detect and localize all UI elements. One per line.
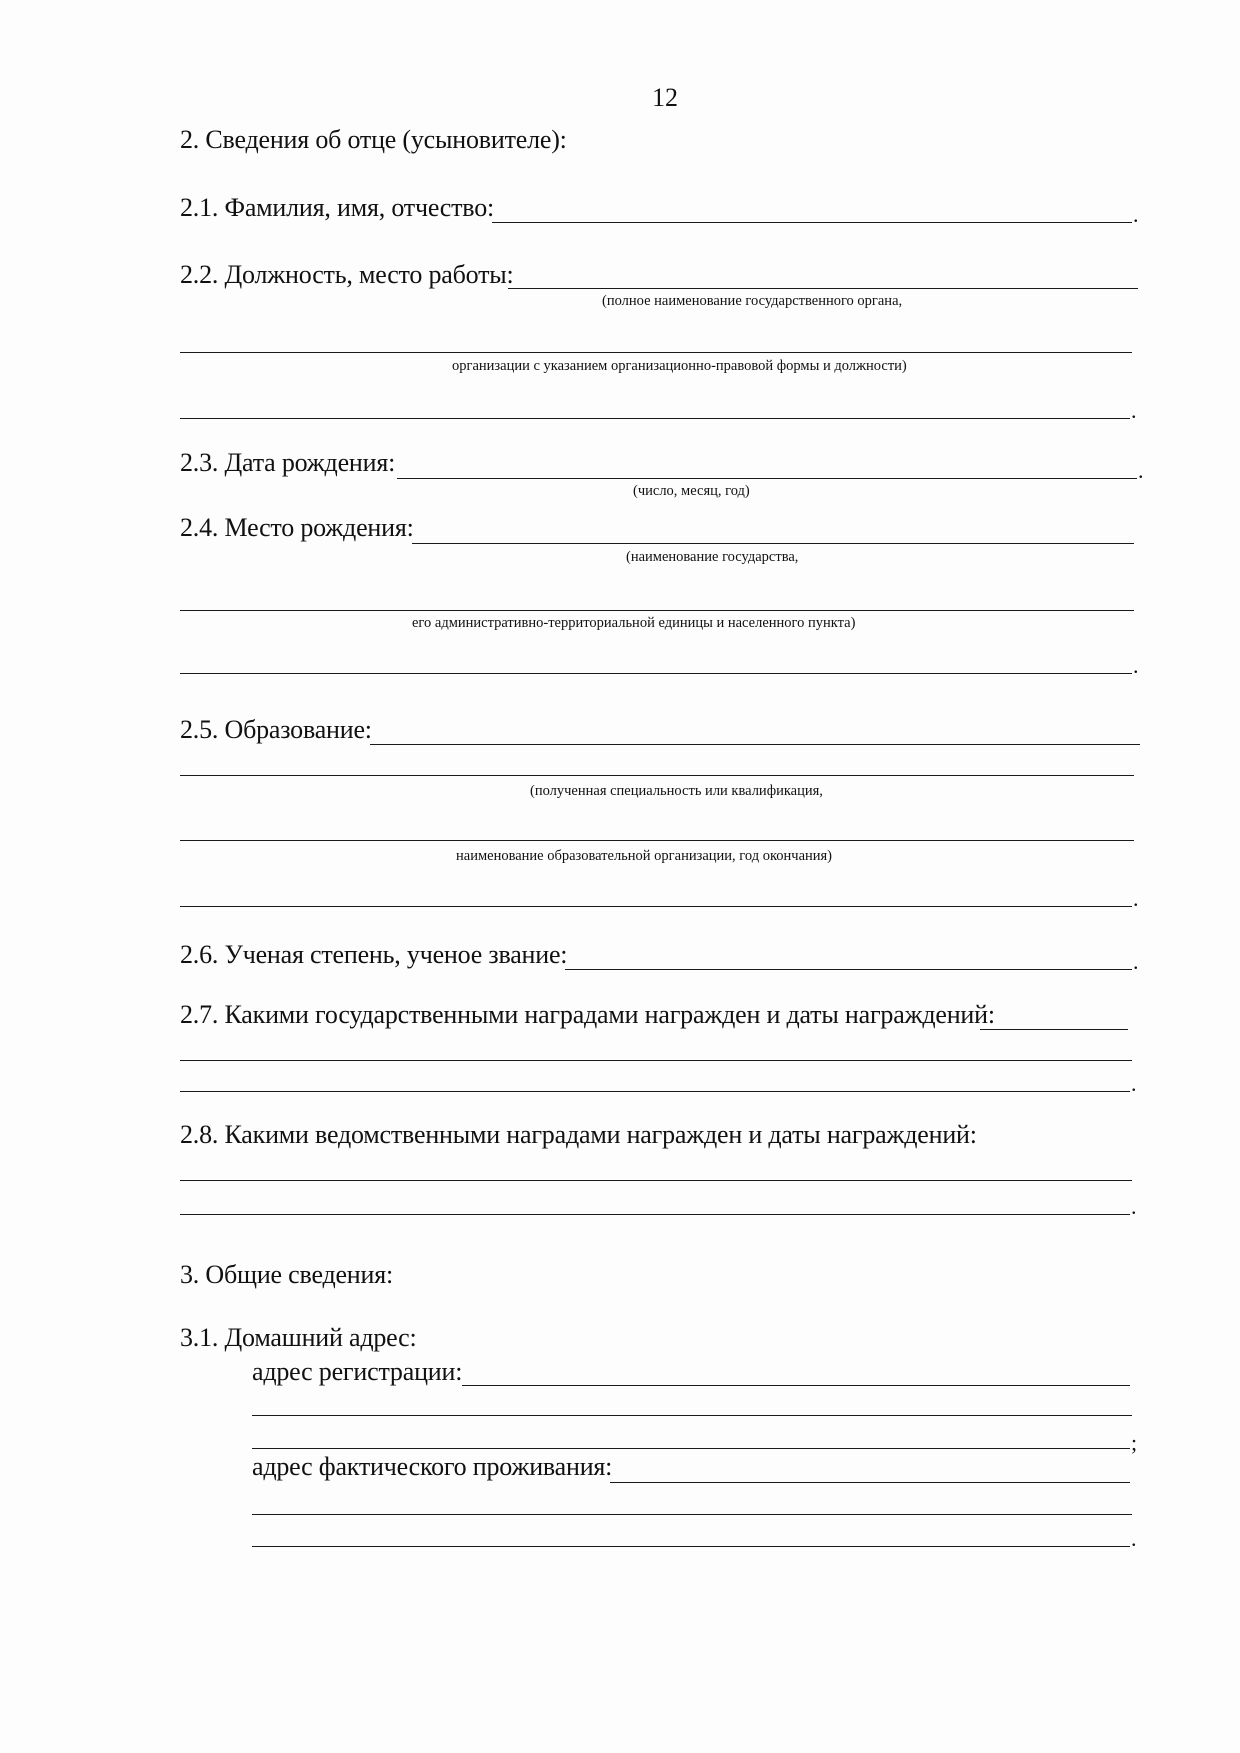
- field-2-4-hint-1: (наименование государства,: [626, 549, 799, 565]
- field-2-6-degree-line[interactable]: [565, 969, 1132, 970]
- field-2-1-end: .: [1133, 202, 1139, 227]
- page-number: 12: [652, 83, 678, 112]
- field-2-5-line-3[interactable]: [180, 840, 1134, 841]
- field-2-5-hint-2: наименование образовательной организации, год окончания): [456, 848, 833, 864]
- field-2-1-fio-line[interactable]: [492, 222, 1132, 223]
- actual-address-line-2[interactable]: [252, 1514, 1132, 1515]
- field-2-2-label: 2.2. Должность, место работы:: [180, 260, 514, 289]
- field-3-1-label: 3.1. Домашний адрес:: [180, 1323, 417, 1352]
- field-2-3-label: 2.3. Дата рождения:: [180, 448, 396, 477]
- field-2-7-line-3[interactable]: [180, 1091, 1130, 1092]
- section-3-title: 3. Общие сведения:: [180, 1260, 394, 1289]
- field-2-5-end: .: [1133, 886, 1139, 911]
- field-2-3-date-line[interactable]: [397, 478, 1137, 479]
- field-2-8-label: 2.8. Какими ведомственными наградами награжден и даты награждений:: [180, 1120, 977, 1149]
- field-2-3-hint: (число, месяц, год): [633, 483, 750, 499]
- actual-address-line-3[interactable]: [252, 1546, 1130, 1547]
- section-2-title: 2. Сведения об отце (усыновителе):: [180, 125, 567, 154]
- field-2-6-label: 2.6. Ученая степень, ученое звание:: [180, 940, 568, 969]
- field-2-4-line-1[interactable]: [412, 543, 1134, 544]
- field-2-5-line-2[interactable]: [180, 775, 1134, 776]
- field-2-2-line-3[interactable]: [180, 418, 1130, 419]
- registration-address-line-2[interactable]: [252, 1415, 1132, 1416]
- field-2-7-line-2[interactable]: [180, 1060, 1132, 1061]
- field-2-3-end: .: [1138, 458, 1144, 483]
- field-2-2-hint-1: (полное наименование государственного органа,: [602, 293, 903, 309]
- actual-address-end: .: [1131, 1526, 1137, 1551]
- field-2-1-label: 2.1. Фамилия, имя, отчество:: [180, 193, 495, 222]
- field-2-2-hint-2: организации с указанием организационно-правовой формы и должности): [452, 358, 907, 374]
- field-2-5-label: 2.5. Образование:: [180, 715, 372, 744]
- field-2-5-line-1[interactable]: [370, 744, 1140, 745]
- field-2-5-hint-1: (полученная специальность или квалификация,: [530, 783, 823, 799]
- field-2-8-end: .: [1131, 1194, 1137, 1219]
- registration-address-line-1[interactable]: [462, 1385, 1130, 1386]
- field-2-4-end: .: [1133, 653, 1139, 678]
- field-2-4-hint-2: его административно-территориальной единицы и населенного пункта): [412, 615, 856, 631]
- field-2-4-line-2[interactable]: [180, 610, 1134, 611]
- field-2-8-line-1[interactable]: [180, 1180, 1132, 1181]
- field-2-5-line-4[interactable]: [180, 906, 1132, 907]
- field-2-6-end: .: [1133, 949, 1139, 974]
- field-2-2-line-2[interactable]: [180, 352, 1132, 353]
- field-2-7-line-1[interactable]: [980, 1029, 1128, 1030]
- actual-address-label: адрес фактического проживания:: [252, 1452, 613, 1481]
- field-2-4-line-3[interactable]: [180, 673, 1132, 674]
- registration-address-line-3[interactable]: [252, 1448, 1130, 1449]
- field-2-2-end: .: [1131, 398, 1137, 423]
- field-2-7-end: .: [1131, 1071, 1137, 1096]
- field-2-2-line-1[interactable]: [508, 288, 1138, 289]
- field-2-7-label: 2.7. Какими государственными наградами награжден и даты награждений:: [180, 1000, 995, 1029]
- field-2-8-line-2[interactable]: [180, 1214, 1130, 1215]
- registration-address-end: ;: [1131, 1430, 1138, 1455]
- field-2-4-label: 2.4. Место рождения:: [180, 513, 414, 542]
- actual-address-line-1[interactable]: [610, 1482, 1130, 1483]
- registration-address-label: адрес регистрации:: [252, 1357, 463, 1386]
